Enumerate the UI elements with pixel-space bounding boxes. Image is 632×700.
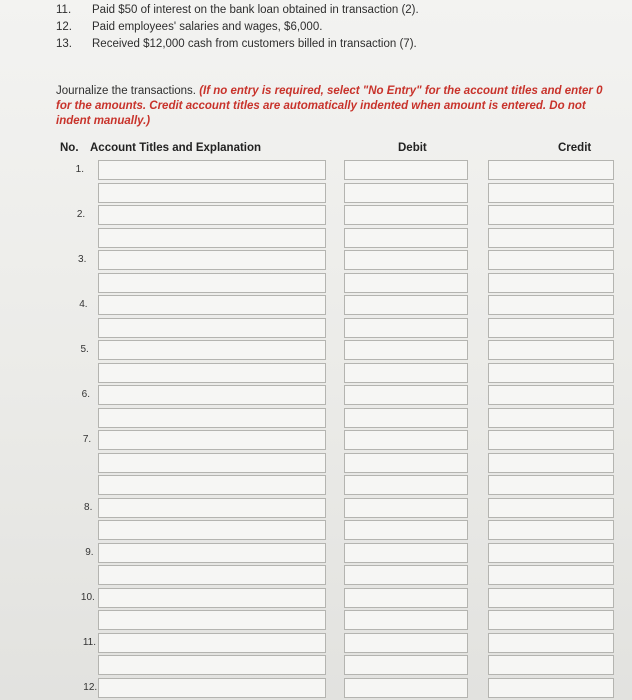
account-title-input[interactable] (98, 363, 326, 383)
account-title-input[interactable] (98, 408, 326, 428)
debit-amount-input[interactable] (344, 633, 468, 653)
debit-amount-input[interactable] (344, 340, 468, 360)
account-title-input[interactable] (98, 250, 326, 270)
debit-amount-input[interactable] (344, 183, 468, 203)
credit-amount-input[interactable] (488, 408, 614, 428)
credit-amount-input[interactable] (488, 475, 614, 495)
account-title-input[interactable] (98, 453, 326, 473)
account-title-input[interactable] (98, 565, 326, 585)
journal-row (58, 363, 618, 385)
journal-row (58, 543, 618, 565)
credit-amount-input[interactable] (488, 543, 614, 563)
account-title-input[interactable] (98, 430, 326, 450)
debit-amount-input[interactable] (344, 498, 468, 518)
instructions (56, 84, 616, 129)
journal-entry-table (58, 158, 618, 700)
debit-amount-input[interactable] (344, 678, 468, 698)
transaction-text: Received $12,000 cash from customers billed in transaction (7). (92, 38, 417, 50)
credit-amount-input[interactable] (488, 183, 614, 203)
journal-row (58, 160, 618, 182)
debit-amount-input[interactable] (344, 250, 468, 270)
credit-amount-input[interactable] (488, 228, 614, 248)
credit-amount-input[interactable] (488, 340, 614, 360)
journal-row (58, 520, 618, 542)
debit-amount-input[interactable] (344, 205, 468, 225)
account-title-input[interactable] (98, 318, 326, 338)
journal-row (58, 228, 618, 250)
entry-number: 9. (85, 546, 94, 558)
account-title-input[interactable] (98, 633, 326, 653)
credit-amount-input[interactable] (488, 588, 614, 608)
entry-number: 12. (83, 681, 98, 693)
account-title-input[interactable] (98, 610, 326, 630)
credit-amount-input[interactable] (488, 678, 614, 698)
credit-amount-input[interactable] (488, 565, 614, 585)
account-title-input[interactable] (98, 183, 326, 203)
account-title-input[interactable] (98, 385, 326, 405)
instructions-lead: Journalize the transactions. (56, 85, 196, 97)
entry-number: 5. (80, 344, 89, 355)
account-title-input[interactable] (98, 160, 326, 180)
account-title-input[interactable] (98, 273, 326, 293)
credit-amount-input[interactable] (488, 385, 614, 405)
debit-amount-input[interactable] (344, 273, 468, 293)
credit-amount-input[interactable] (488, 453, 614, 473)
account-title-input[interactable] (98, 205, 326, 225)
journal-row (58, 633, 618, 655)
journal-row (58, 295, 618, 317)
transaction-number: 13. (56, 38, 72, 50)
journal-row (58, 565, 618, 587)
entry-number: 1. (75, 164, 84, 175)
account-title-input[interactable] (98, 295, 326, 315)
journal-row (58, 430, 618, 452)
credit-amount-input[interactable] (488, 273, 614, 293)
debit-amount-input[interactable] (344, 160, 468, 180)
debit-amount-input[interactable] (344, 385, 468, 405)
debit-amount-input[interactable] (344, 295, 468, 315)
column-header-account-titles: Account Titles and Explanation (90, 142, 262, 154)
credit-amount-input[interactable] (488, 655, 614, 675)
entry-number: 3. (78, 254, 87, 265)
account-title-input[interactable] (98, 498, 326, 518)
account-title-input[interactable] (98, 520, 326, 540)
journal-row (58, 340, 618, 362)
account-title-input[interactable] (98, 543, 326, 563)
debit-amount-input[interactable] (344, 655, 468, 675)
credit-amount-input[interactable] (488, 430, 614, 450)
credit-amount-input[interactable] (488, 363, 614, 383)
credit-amount-input[interactable] (488, 633, 614, 653)
entry-number: 10. (80, 591, 95, 603)
entry-number: 8. (84, 501, 93, 513)
account-title-input[interactable] (98, 340, 326, 360)
entry-number: 7. (82, 434, 92, 445)
journal-row (58, 678, 618, 700)
account-title-input[interactable] (98, 228, 326, 248)
journal-row (58, 318, 618, 340)
debit-amount-input[interactable] (344, 318, 468, 338)
debit-amount-input[interactable] (344, 228, 468, 248)
credit-amount-input[interactable] (488, 160, 614, 180)
column-header-debit: Debit (398, 142, 427, 154)
journal-row (58, 610, 618, 632)
debit-amount-input[interactable] (344, 565, 468, 585)
entry-number: 2. (76, 209, 86, 220)
credit-amount-input[interactable] (488, 610, 614, 630)
journal-row (58, 408, 618, 430)
account-title-input[interactable] (98, 655, 326, 675)
credit-amount-input[interactable] (488, 520, 614, 540)
journal-row (58, 273, 618, 295)
credit-amount-input[interactable] (488, 250, 614, 270)
journal-row (58, 250, 618, 272)
transaction-text: Paid $50 of interest on the bank loan obtained in transaction (2). (92, 4, 419, 16)
journal-row (58, 453, 618, 475)
debit-amount-input[interactable] (344, 430, 468, 450)
account-title-input[interactable] (98, 588, 326, 608)
debit-amount-input[interactable] (344, 453, 468, 473)
journal-row (58, 498, 618, 520)
entry-number: 11. (82, 636, 96, 648)
credit-amount-input[interactable] (488, 318, 614, 338)
debit-amount-input[interactable] (344, 363, 468, 383)
account-title-input[interactable] (98, 475, 326, 495)
transaction-number: 12. (56, 21, 72, 33)
debit-amount-input[interactable] (344, 520, 468, 540)
debit-amount-input[interactable] (344, 588, 468, 608)
journal-row (58, 475, 618, 497)
credit-amount-input[interactable] (488, 498, 614, 518)
transaction-text: Paid employees' salaries and wages, $6,000. (92, 21, 323, 33)
account-title-input[interactable] (98, 678, 326, 698)
transaction-number: 11. (56, 4, 72, 16)
journal-row (58, 655, 618, 677)
column-header-credit: Credit (558, 142, 592, 154)
instructions-note: (If no entry is required, select "No Entry" for the account titles and enter 0 for the amounts. Credit account titles are automatically indented when amount is entered. Do not indent manually.) (56, 85, 603, 127)
debit-amount-input[interactable] (344, 610, 468, 630)
journal-row (58, 183, 618, 205)
journal-row (58, 205, 618, 227)
credit-amount-input[interactable] (488, 205, 614, 225)
credit-amount-input[interactable] (488, 295, 614, 315)
debit-amount-input[interactable] (344, 475, 468, 495)
journal-row (58, 588, 618, 610)
entry-number: 6. (81, 389, 90, 400)
column-header-no: No. (60, 142, 79, 154)
debit-amount-input[interactable] (344, 543, 468, 563)
debit-amount-input[interactable] (344, 408, 468, 428)
entry-number: 4. (79, 299, 88, 310)
journal-row (58, 385, 618, 407)
